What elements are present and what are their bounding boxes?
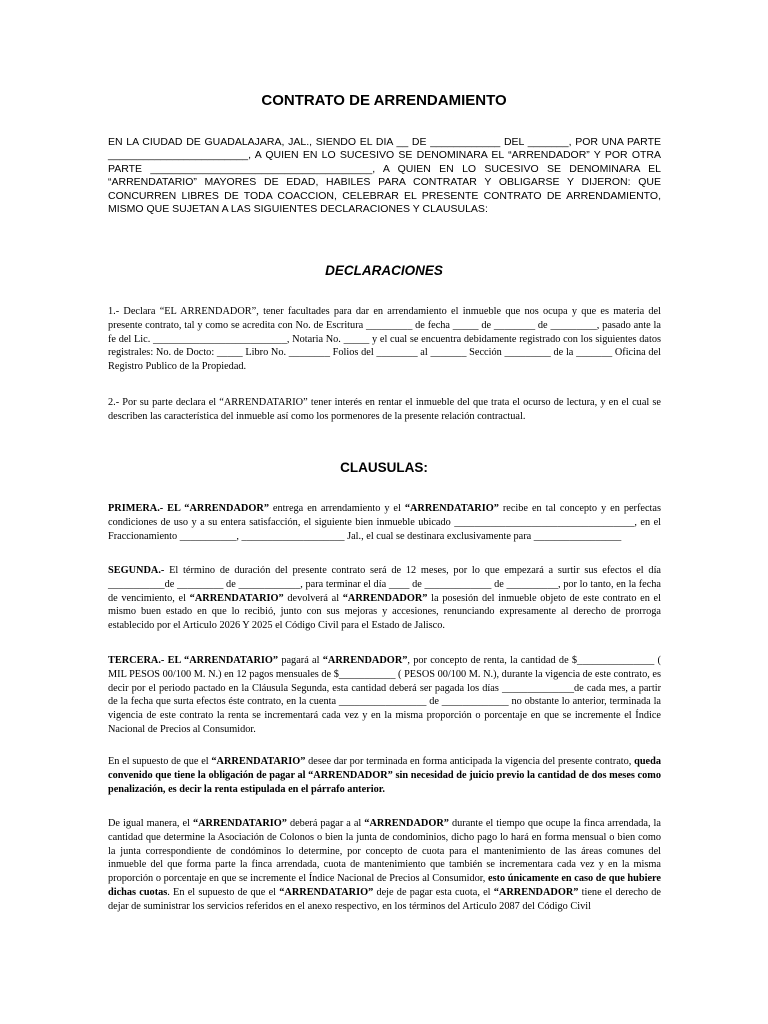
party-name: “ARRENDADOR” (322, 655, 408, 666)
party-name: “ARRENDADOR” (364, 818, 449, 829)
clause-text: devolverá al (283, 592, 343, 604)
clause-text: . En el supuesto de que el (167, 886, 280, 898)
clause-text: pagará al (278, 655, 323, 666)
clause-text: En el supuesto de que el (108, 756, 212, 767)
party-name: “ARRENDATARIO” (279, 886, 374, 898)
clause-text: entrega en arrendamiento y el (268, 503, 405, 514)
party-name: “ARRENDATARIO” (211, 756, 306, 767)
clausula-tercera (108, 654, 661, 737)
clause-text: deje de pagar esta cuota, el (373, 886, 494, 898)
clause-text: la posesión del inmueble objeto de este contrato en el mismo buen estado en que lo recibió, junto con sus mejoras y accesiones, renunciando expresamente al derecho de prorroga establecido por el Articulo 2026 Y 2025 el Código Civil para el Estado de Jalisco. (108, 592, 661, 632)
party-name: “ARRENDADOR” (493, 886, 579, 898)
penalty-text: queda convenido que tiene la obligación de pagar al “ARRENDADOR” sin necesidad de juicio previo la cantidad de dos meses como penalización, es decir la renta estipulada en el párrafo anterior. (108, 756, 661, 795)
party-name: “ARRENDATARIO” (192, 818, 287, 829)
clausula-label: PRIMERA.- EL “ARRENDADOR” (108, 503, 269, 514)
declaracion-1: 1.- Declara “EL ARRENDADOR”, tener facultades para dar en arrendamiento el inmueble que nos ocupa y que es materia del presente contrato, tal y como se acredita con No. de Escritura _________ de fecha _____ de ________ de _________, pasado ante la fe del Lic. __________________________, Notaria No. _____ y el cual se encuentra debidamente registrado con los siguientes datos registrales: No. de Docto: _____ Libro No. ________ Folios del ________ al _______ Sección _________ de la _______ Oficina del Registro Publico de la Propiedad. (108, 306, 661, 373)
clausula-primera (108, 502, 661, 543)
page-title: CONTRATO DE ARRENDAMIENTO (261, 92, 507, 109)
clause-text: desee dar por terminada en forma anticipada la vigencia del presente contrato, (305, 756, 635, 767)
clause-text: deberá pagar a al (286, 818, 365, 829)
paragraph-terminacion-anticipada (108, 755, 661, 796)
clause-text: , por concepto de renta, la cantidad de $_______________ ( MIL PESOS 00/100 M. N.) en 12 pagos mensuales de $___________ ( PESOS 00/100 M. N.), durante la vigencia de este contrato, es decir por el periodo pactado en la Cláusula Segunda, esta cantidad deberá ser pagada los días ______________de cada mes, a partir de la fecha que surta efectos éste contrato, en la cuenta _________________ de _____________ no obstante lo anterior, terminada la vigencia de este contrato la renta se incrementará cada vez y en la misma proporción o porcentaje en que se incremente el Índice Nacional de Precios al Consumidor. (108, 655, 661, 735)
clausula-label: SEGUNDA.- (108, 565, 165, 576)
party-name: “ARRENDATARIO” (404, 503, 499, 514)
clause-text: El término de duración del presente contrato será de 12 meses, por lo que empezará a surtir sus efectos el día ___________de _________ de ____________, para terminar el día ____ de _____________ de __________, por lo tanto, en la fecha de vencimiento, el (108, 565, 661, 604)
paragraph-cuotas-mantenimiento (108, 817, 661, 914)
clause-text: recibe en tal concepto y en perfectas condiciones de uso y a su entera satisfacción, el siguiente bien inmueble ubicado ___________________________________, en el Fraccionamiento ___________, ____________________ Jal., el cual se destinara exclusivamente para _________________ (108, 503, 661, 542)
party-name: “ARRENDATARIO” (189, 592, 284, 604)
clause-text: durante el tiempo que ocupe la finca arrendada, la cantidad que determine la Asociación de Colonos o bien la junta de condominios, dicho pago lo hará en forma mensual o bien como la junta correspondiente de condóminos lo determine, por concepto de cuota para el mantenimiento de las áreas comunes del inmueble del que forma parte la finca arrendada, cuota de mantenimiento que también se incrementara cada vez y en la misma proporción o porcentaje en que se incremente el Índice Nacional de Precios al Consumidor, (108, 818, 661, 885)
clausula-segunda (108, 564, 661, 633)
declaraciones-heading: DECLARACIONES (325, 263, 443, 278)
clausulas-heading: CLAUSULAS: (340, 460, 428, 475)
party-name: “ARRENDADOR” (342, 592, 428, 604)
intro-paragraph: EN LA CIUDAD DE GUADALAJARA, JAL., SIENDO EL DIA __ DE ____________ DEL _______, POR UNA PARTE ________________________, A QUIEN EN LO SUCESIVO SE DENOMINARA EL “ARRENDADOR” Y POR OTRA PARTE ______________________________________, A QUIEN EN LO SUCESIVO SE DENOMINARA EL “ARRENDATARIO” MAYORES DE EDAD, HABILES PARA CONTRATAR Y OBLIGARSE Y DIJERON: QUE CONCURREN LIBRES DE TODA COACCION, CELEBRAR EL PRESENTE CONTRATO DE ARRENDAMIENTO, MISMO QUE SUJETAN A LAS SIGUIENTES DECLARACIONES Y CLAUSULAS: (108, 136, 661, 216)
clausula-label: TERCERA.- EL “ARRENDATARIO” (108, 655, 279, 666)
declaracion-2: 2.- Por su parte declara el “ARRENDATARIO” tener interés en rentar el inmueble del que trata el ocurso de lectura, y en el cual se describen las característica del inmueble así como los pormenores de la presente relación contractual. (108, 397, 661, 422)
clause-text: De igual manera, el (108, 818, 193, 829)
condition-text: esto únicamente en caso de que hubiere dichas cuotas (108, 873, 661, 898)
clause-text: tiene el derecho de dejar de suministrar los servicios referidos en el anexo respectivo, en los términos del Articulo 2087 del Código Civil (108, 886, 661, 912)
